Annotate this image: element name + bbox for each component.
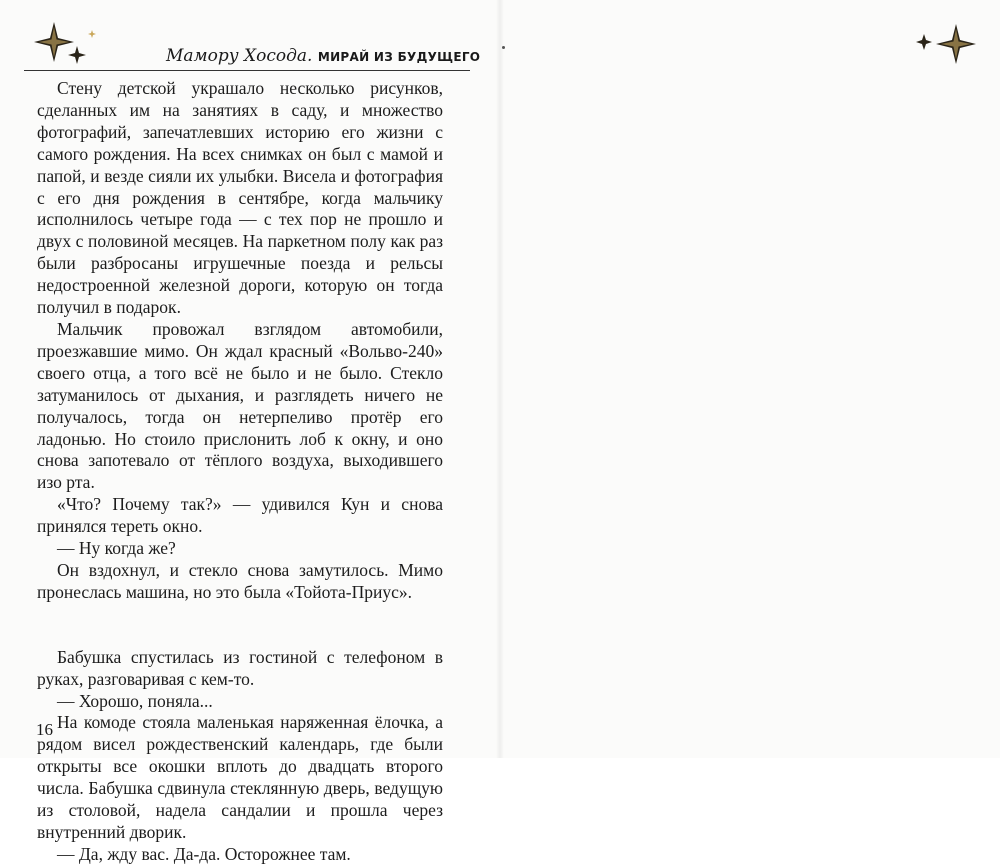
paragraph: Бабушка спустилась из гостиной с телефоном в руках, разговаривая с кем-то.: [37, 646, 443, 689]
left-page-text: [37, 78, 443, 866]
right-page: [500, 0, 1000, 758]
header-author: Мамору Хосода.: [166, 46, 313, 66]
left-page: [0, 0, 500, 864]
paragraph: Стену детской украшало несколько рисунков, сделанных им на занятиях в саду, и множество фотографий, запечатлевших историю его жизни с самого рождения. На всех снимках он был с мамой и папой, и везде сияли их улыбки. Висела и фотография с его дня рождения в сентябре, когда мальчику исполнилось четыре года — с тех пор не прошло и двух с половиной месяцев. На паркетном полу как раз были разбросаны игрушечные поезда и рельсы недостроенной железной дороги, которую он тогда получил в подарок.: [37, 78, 443, 318]
paragraph: — Ну когда же?: [57, 538, 176, 559]
header-rule: [24, 70, 470, 71]
paragraph: — Да, жду вас. Да-да. Осторожнее там.: [57, 843, 351, 864]
running-header-left: [166, 46, 480, 66]
header-title: МИРАЙ ИЗ БУДУЩЕГО: [317, 50, 481, 64]
sparkle-stars-icon: [910, 18, 980, 74]
page-number: 16: [36, 720, 53, 739]
paragraph: На комоде стояла маленькая наряженная ёлочка, а рядом висел рождественский календарь, где были открыты все окошки вплоть до двадцать второго числа. Бабушка сдвинула стеклянную дверь, ведущую из столовой, надела сандалии и прошла через внутренний дворик.: [37, 712, 443, 842]
sparkle-stars-icon: [30, 18, 120, 74]
paragraph: — Хорошо, поняла...: [57, 690, 213, 711]
paragraph: Мальчик провожал взглядом автомобили, проезжавшие мимо. Он ждал красный «Вольво-240» своего отца, а того всё не было и не было. Стекло затуманилось от дыхания, и разглядеть ничего не получалось, тогда он нетерпеливо протёр его ладонью. Но стоило прислонить лоб к окну, и оно снова запотевало от тёплого воздуха, выходившего изо рта.: [37, 318, 443, 493]
paragraph: «Что? Почему так?» — удивился Кун и снова принялся тереть окно.: [37, 494, 443, 537]
paragraph: Он вздохнул, и стекло снова замутилось. Мимо пронеслась машина, но это была «Тойота-Приус».: [37, 559, 443, 602]
